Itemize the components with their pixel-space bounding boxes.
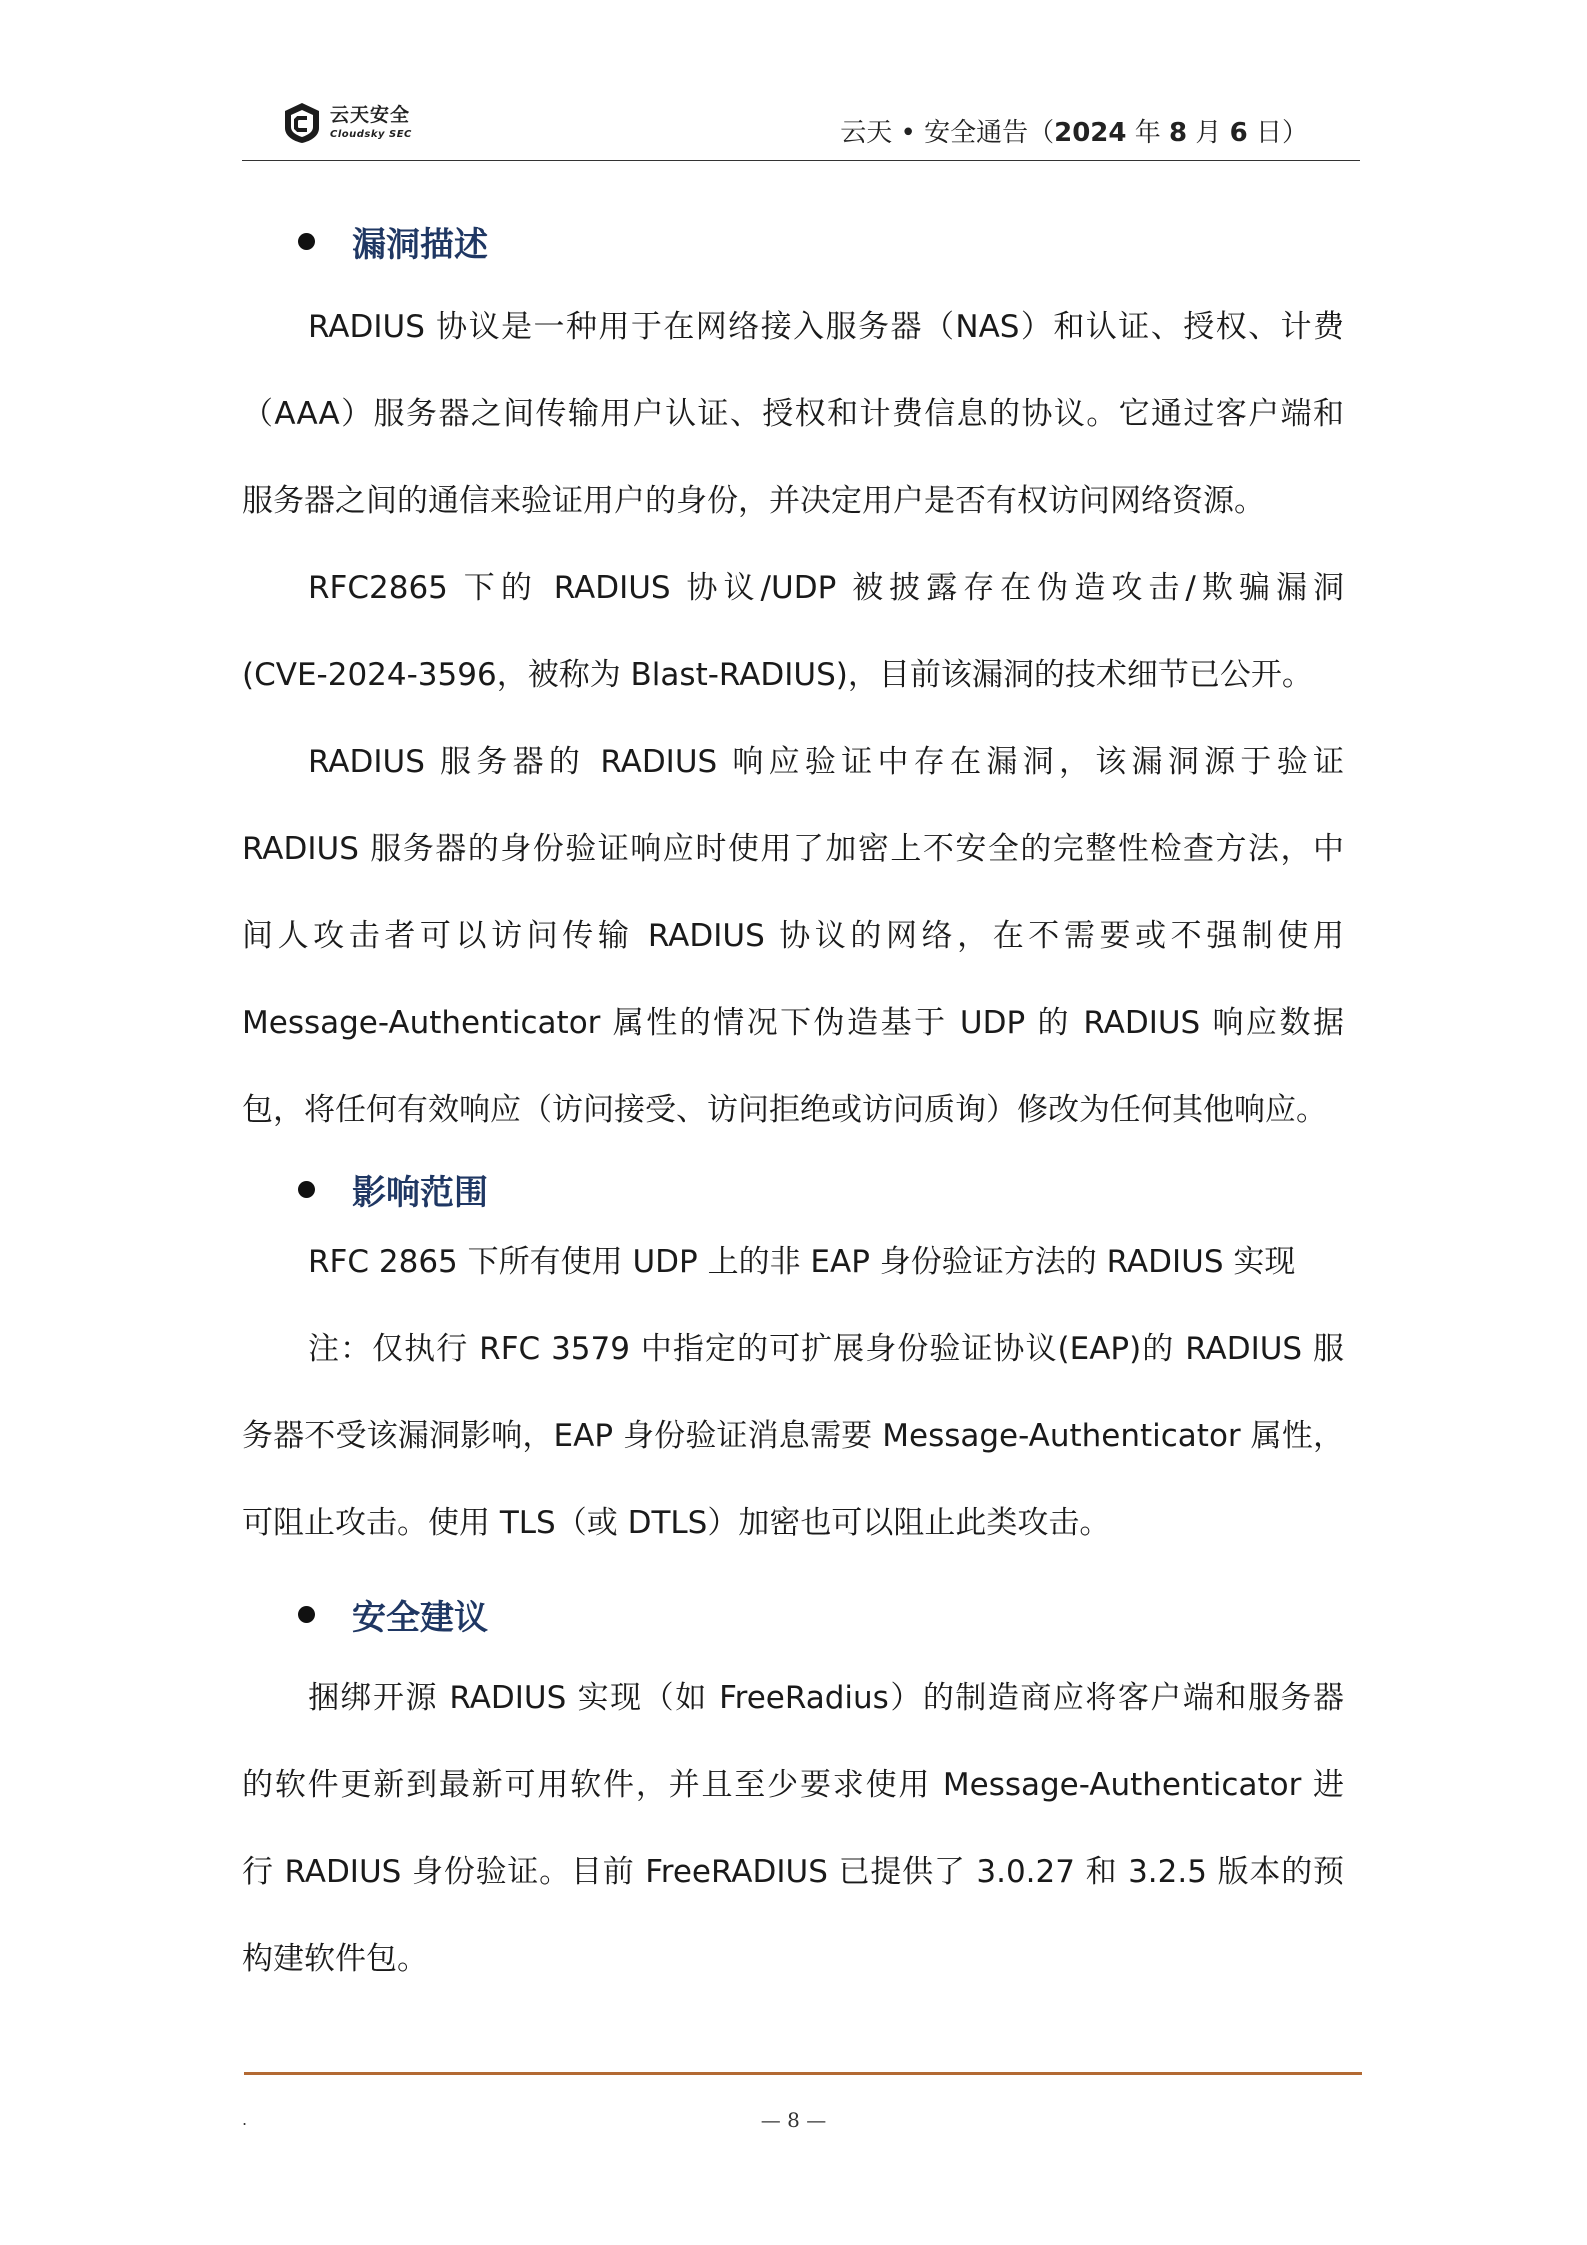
section-heading-text: 安全建议 bbox=[352, 1598, 488, 1638]
title-year-unit: 年 bbox=[1126, 118, 1170, 148]
paragraph-line: 行 RADIUS 身份验证。目前 FreeRADIUS 已提供了 3.0.27 和 3.2.5 版本的预 bbox=[242, 1854, 1344, 1890]
footer-divider bbox=[244, 2072, 1362, 2075]
logo-chinese-name: 云天安全 bbox=[330, 104, 411, 126]
page-number: — 8 — bbox=[760, 2108, 827, 2132]
title-month-unit: 月 bbox=[1187, 118, 1230, 148]
paragraph-line: Message-Authenticator 属性的情况下伪造基于 UDP 的 RADIUS 响应数据 bbox=[242, 1005, 1344, 1041]
title-day-unit: 日） bbox=[1247, 118, 1308, 148]
paragraph-line: RADIUS 协议是一种用于在网络接入服务器（NAS）和认证、授权、计费 bbox=[308, 309, 1344, 345]
header-divider bbox=[242, 160, 1360, 161]
logo-english-name: Cloudsky SEC bbox=[330, 129, 412, 140]
paragraph-line: (CVE-2024-3596，被称为 Blast-RADIUS)，目前该漏洞的技术细节已公开。 bbox=[242, 657, 1313, 693]
paragraph-line: 间人攻击者可以访问传输 RADIUS 协议的网络，在不需要或不强制使用 bbox=[242, 918, 1344, 954]
paragraph-line: 可阻止攻击。使用 TLS（或 DTLS）加密也可以阻止此类攻击。 bbox=[242, 1505, 1111, 1541]
paragraph-line: 注：仅执行 RFC 3579 中指定的可扩展身份验证协议(EAP)的 RADIUS 服 bbox=[308, 1331, 1344, 1367]
paragraph-line: 包，将任何有效响应（访问接受、访问拒绝或访问质询）修改为任何其他响应。 bbox=[242, 1092, 1327, 1128]
title-day: 6 bbox=[1229, 118, 1248, 148]
paragraph-line: 捆绑开源 RADIUS 实现（如 FreeRadius）的制造商应将客户端和服务器 bbox=[308, 1680, 1344, 1716]
title-prefix: 云天 • 安全通告（ bbox=[840, 118, 1055, 148]
bullet-icon bbox=[298, 1181, 315, 1198]
bullet-icon bbox=[298, 1606, 315, 1623]
paragraph-line: 的软件更新到最新可用软件，并且至少要求使用 Message-Authenticator 进 bbox=[242, 1767, 1344, 1803]
title-year: 2024 bbox=[1054, 118, 1127, 148]
section-heading-text: 影响范围 bbox=[352, 1173, 488, 1213]
paragraph-line: 务器不受该漏洞影响，EAP 身份验证消息需要 Message-Authenticator 属性， bbox=[242, 1418, 1344, 1454]
footer-mark: . bbox=[242, 2110, 248, 2129]
section-heading-affected-scope bbox=[298, 1165, 488, 1214]
company-logo bbox=[282, 98, 412, 148]
paragraph-line: RFC 2865 下所有使用 UDP 上的非 EAP 身份验证方法的 RADIUS 实现 bbox=[308, 1244, 1296, 1280]
section-heading-text: 漏洞描述 bbox=[352, 225, 488, 265]
logo-text bbox=[330, 106, 412, 140]
page-header bbox=[242, 96, 1360, 160]
title-month: 8 bbox=[1169, 118, 1188, 148]
paragraph-line: RADIUS 服务器的身份验证响应时使用了加密上不安全的完整性检查方法，中 bbox=[242, 831, 1344, 867]
cloudsky-logo-icon bbox=[282, 101, 322, 145]
paragraph-line: 构建软件包。 bbox=[242, 1941, 428, 1977]
paragraph-line: 服务器之间的通信来验证用户的身份，并决定用户是否有权访问网络资源。 bbox=[242, 483, 1265, 519]
bulletin-title bbox=[840, 112, 1308, 149]
section-heading-security-advice bbox=[298, 1590, 488, 1639]
bullet-icon bbox=[298, 233, 315, 250]
paragraph-line: RADIUS 服务器的 RADIUS 响应验证中存在漏洞，该漏洞源于验证 bbox=[308, 744, 1344, 780]
section-heading-vulnerability-description bbox=[298, 217, 488, 266]
paragraph-line: （AAA）服务器之间传输用户认证、授权和计费信息的协议。它通过客户端和 bbox=[242, 396, 1344, 432]
paragraph-line: RFC2865 下的 RADIUS 协议/UDP 被披露存在伪造攻击/欺骗漏洞 bbox=[308, 570, 1344, 606]
